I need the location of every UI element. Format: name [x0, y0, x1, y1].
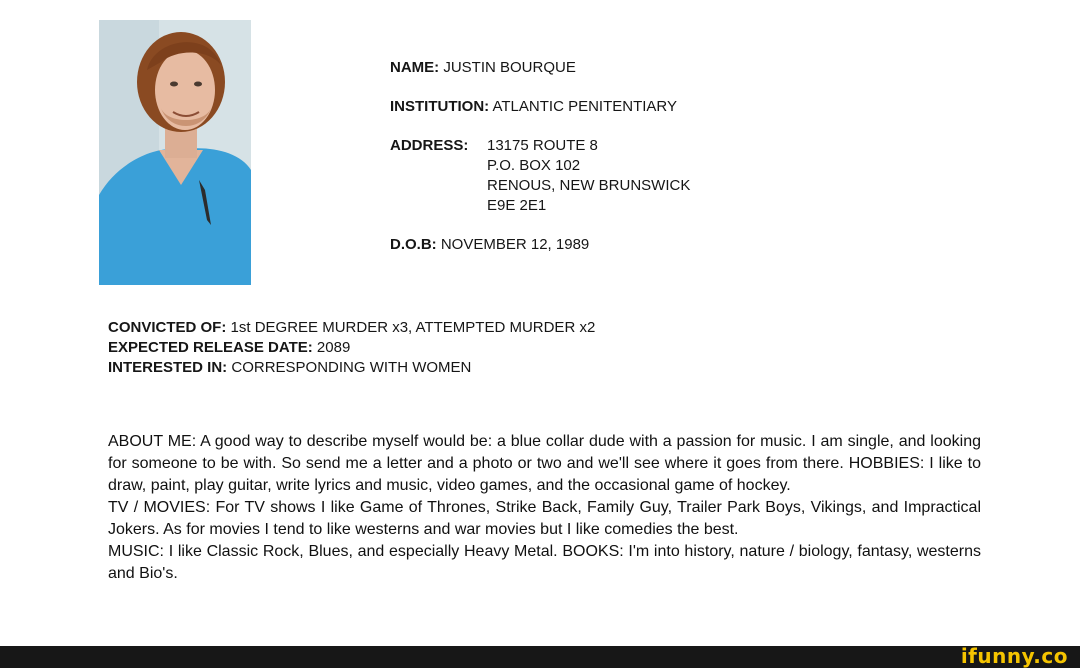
- facts-block: [108, 318, 595, 378]
- music-books-paragraph: MUSIC: I like Classic Rock, Blues, and especially Heavy Metal. BOOKS: I'm into history, nature / biology, fantasy, westerns and Bio's.: [108, 543, 981, 582]
- address-lines: [487, 136, 690, 216]
- tv-movies-paragraph: TV / MOVIES: For TV shows I like Game of Thrones, Strike Back, Family Guy, Trailer Park Boys, Vikings, and Impractical Jokers. As for movies I tend to like westerns and war movies but I like comedies the best.: [108, 499, 981, 538]
- convicted-value: 1st DEGREE MURDER x3, ATTEMPTED MURDER x2: [230, 319, 596, 336]
- convicted-row: [108, 318, 595, 338]
- release-value: 2089: [316, 339, 351, 356]
- dob-label: D.O.B:: [390, 236, 437, 253]
- institution-label: INSTITUTION:: [390, 98, 490, 115]
- about-section: [108, 431, 981, 585]
- footer-bar: [0, 646, 1080, 668]
- address-line: 13175 ROUTE 8: [487, 137, 598, 154]
- address-line: P.O. BOX 102: [487, 157, 581, 174]
- interested-value: CORRESPONDING WITH WOMEN: [231, 359, 472, 376]
- institution-value: ATLANTIC PENITENTIARY: [492, 98, 677, 115]
- address-label: ADDRESS:: [390, 137, 469, 154]
- name-label: NAME:: [390, 59, 440, 76]
- interested-label: INTERESTED IN:: [108, 359, 228, 376]
- name-row: [390, 58, 576, 78]
- name-value: JUSTIN BOURQUE: [443, 59, 576, 76]
- address-row: [390, 136, 691, 214]
- release-label: EXPECTED RELEASE DATE:: [108, 339, 313, 356]
- dob-row: [390, 235, 589, 255]
- about-paragraph: ABOUT ME: A good way to describe myself would be: a blue collar dude with a passion for music. I am single, and looking for someone to be with. So send me a letter and a photo or two and we'll see where it goes from there. HOBBIES: I like to draw, paint, play guitar, write lyrics and music, video games, and the occasional game of hockey.: [108, 433, 981, 494]
- institution-row: [390, 97, 677, 117]
- profile-photo: [99, 20, 251, 285]
- portrait-illustration: [99, 20, 251, 285]
- address-line: E9E 2E1: [487, 197, 547, 214]
- release-row: [108, 338, 595, 358]
- address-line: RENOUS, NEW BRUNSWICK: [487, 177, 691, 194]
- dob-value: NOVEMBER 12, 1989: [440, 236, 590, 253]
- interested-row: [108, 358, 595, 378]
- site-watermark: ifunny.co: [960, 644, 1068, 668]
- convicted-label: CONVICTED OF:: [108, 319, 227, 336]
